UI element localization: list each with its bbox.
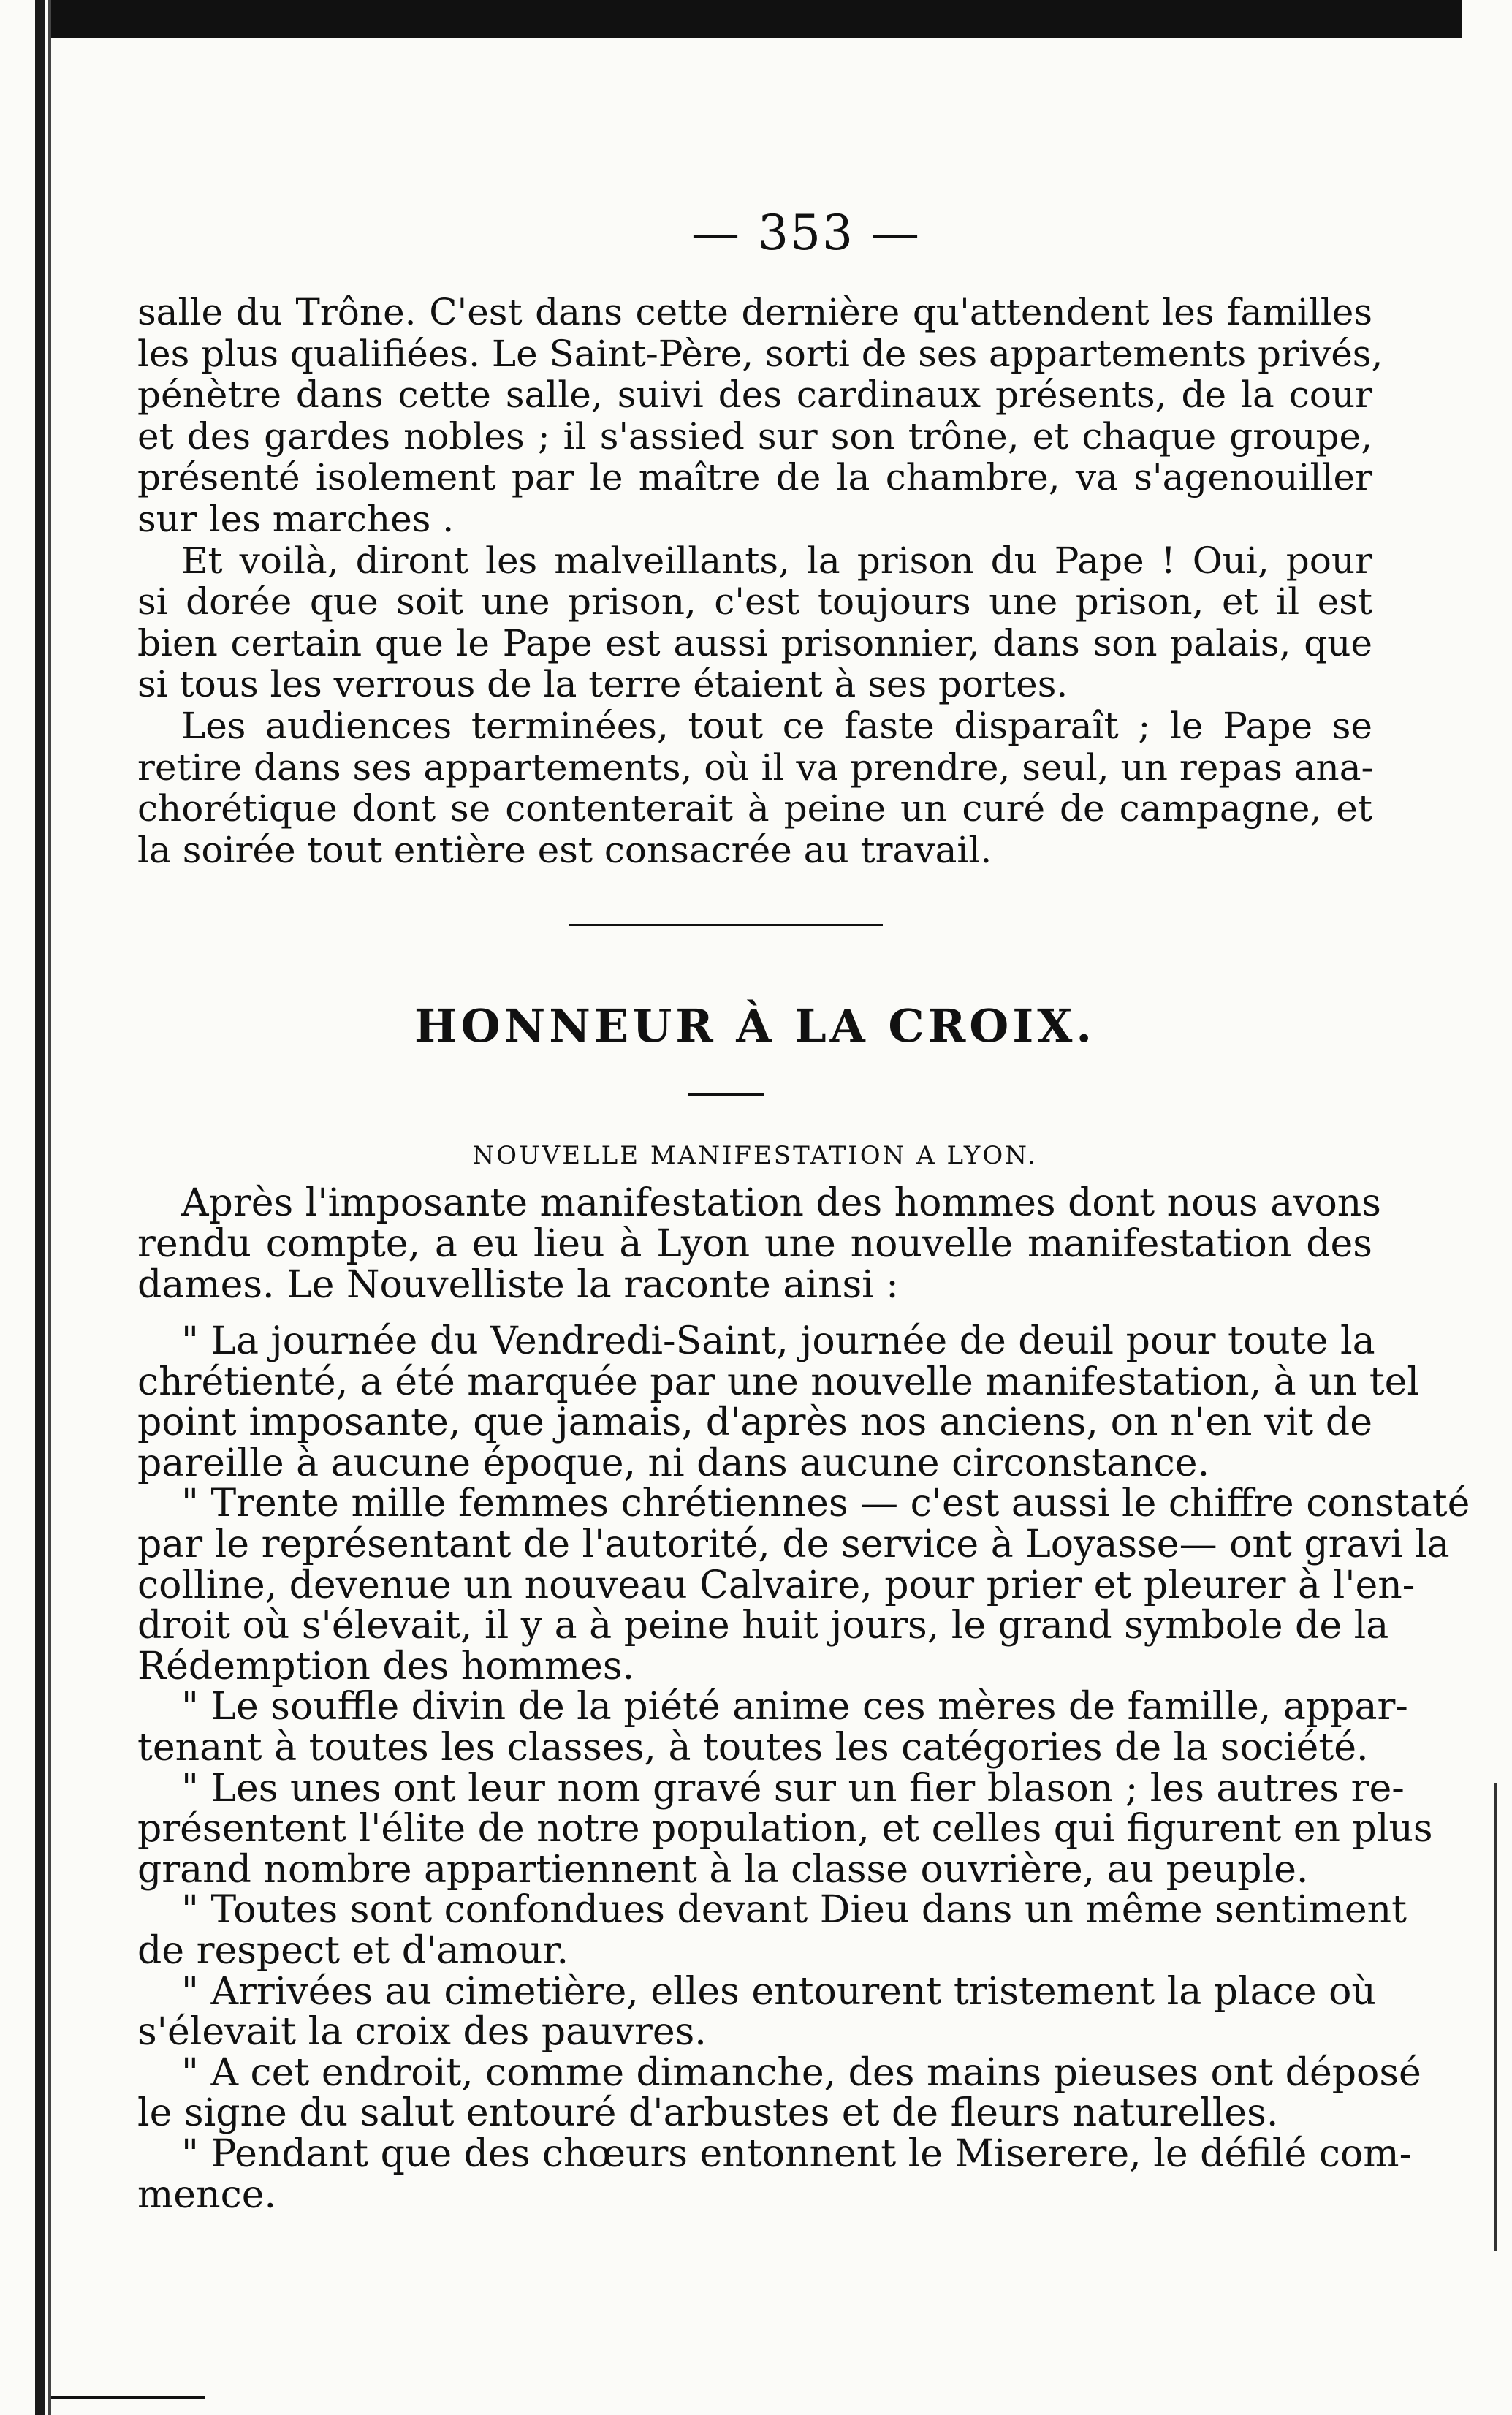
scan-edge-left	[35, 0, 45, 2415]
text-line: Après l'imposante manifestation des hommes dont nous avons	[181, 1181, 1381, 1226]
text-line: salle du Trône. C'est dans cette dernière qu'attendent les familles	[137, 291, 1372, 333]
text-line: chorétique dont se contenterait à peine un curé de campagne, et	[137, 787, 1372, 830]
text-line: tenant à toutes les classes, à toutes les catégories de la société.	[137, 1726, 1369, 1770]
scan-edge-right	[1494, 1783, 1497, 2251]
text-line: si tous les verrous de la terre étaient à ses portes.	[137, 663, 1068, 706]
text-line: chrétienté, a été marquée par une nouvelle manifestation, à un tel	[137, 1360, 1420, 1404]
section-title: HONNEUR À LA CROIX.	[414, 999, 1095, 1053]
text-line: droit où s'élevait, il y a à peine huit jours, le grand symbole de la	[137, 1604, 1389, 1648]
text-line: " La journée du Vendredi-Saint, journée de deuil pour toute la	[181, 1319, 1375, 1364]
article-body	[137, 1181, 1470, 2217]
scan-edge-top	[51, 0, 1462, 38]
scan-bottom-rule	[51, 2396, 205, 2399]
title-rule	[688, 1093, 764, 1096]
text-line: de respect et d'amour.	[137, 1929, 569, 1973]
text-line: si dorée que soit une prison, c'est toujours une prison, et il est	[137, 580, 1372, 623]
page	[137, 175, 1470, 2217]
text-line: pareille à aucune époque, ni dans aucune circonstance.	[137, 1441, 1210, 1485]
section-subtitle: NOUVELLE MANIFESTATION A LYON.	[472, 1141, 1038, 1171]
text-line: retire dans ses appartements, où il va prendre, seul, un repas ana-	[137, 746, 1374, 789]
text-line: " A cet endroit, comme dimanche, des mains pieuses ont déposé	[181, 2050, 1421, 2095]
text-line: " Toutes sont confondues devant Dieu dans un même sentiment	[181, 1888, 1407, 1933]
text-line: les plus qualifiées. Le Saint-Père, sorti de ses appartements privés,	[137, 332, 1383, 375]
text-line: colline, devenue un nouveau Calvaire, pour prier et pleurer à l'en-	[137, 1563, 1416, 1607]
text-line: " Les unes ont leur nom gravé sur un fier blason ; les autres re-	[181, 1766, 1405, 1811]
page-number: — 353 —	[691, 205, 921, 261]
scan-edge-left-inner	[48, 0, 51, 2415]
text-line: Les audiences terminées, tout ce faste disparaît ; le Pape se	[181, 704, 1372, 747]
text-line: dames. Le Nouvelliste la raconte ainsi :	[137, 1262, 899, 1307]
text-line: présentent l'élite de notre population, et celles qui figurent en plus	[137, 1807, 1433, 1851]
text-line: pénètre dans cette salle, suivi des cardinaux présents, de la cour	[137, 374, 1372, 417]
text-line: bien certain que le Pape est aussi prisonnier, dans son palais, que	[137, 621, 1372, 664]
text-line: présenté isolement par le maître de la chambre, va s'agenouiller	[137, 456, 1372, 499]
text-line: mence.	[137, 2172, 276, 2217]
text-line: " Arrivées au cimetière, elles entourent tristement la place où	[181, 1969, 1376, 2014]
text-line: Rédemption des hommes.	[137, 1644, 635, 1688]
text-line: et des gardes nobles ; il s'assied sur son trône, et chaque groupe,	[137, 414, 1372, 458]
text-line: " Trente mille femmes chrétiennes — c'est aussi le chiffre constaté	[181, 1482, 1470, 1526]
text-line: s'élevait la croix des pauvres.	[137, 2010, 707, 2055]
text-line: point imposante, que jamais, d'après nos anciens, on n'en vit de	[137, 1400, 1372, 1445]
text-line: " Le souffle divin de la piété anime ces mères de famille, appar-	[181, 1685, 1408, 1729]
scan-edge-top-lip	[51, 38, 950, 48]
text-line: sur les marches .	[137, 497, 455, 540]
section-divider	[569, 924, 883, 926]
text-line: grand nombre appartiennent à la classe ouvrière, au peuple.	[137, 1847, 1309, 1892]
article-continuation	[137, 291, 1383, 871]
text-line: le signe du salut entouré d'arbustes et de fleurs naturelles.	[137, 2091, 1279, 2136]
text-line: par le représentant de l'autorité, de service à Loyasse— ont gravi la	[137, 1523, 1450, 1567]
text-line: " Pendant que des chœurs entonnent le Miserere, le défilé com-	[181, 2131, 1413, 2176]
text-line: la soirée tout entière est consacrée au travail.	[137, 828, 992, 871]
text-line: rendu compte, a eu lieu à Lyon une nouvelle manifestation des	[137, 1221, 1372, 1266]
text-line: Et voilà, diront les malveillants, la prison du Pape ! Oui, pour	[181, 539, 1372, 582]
